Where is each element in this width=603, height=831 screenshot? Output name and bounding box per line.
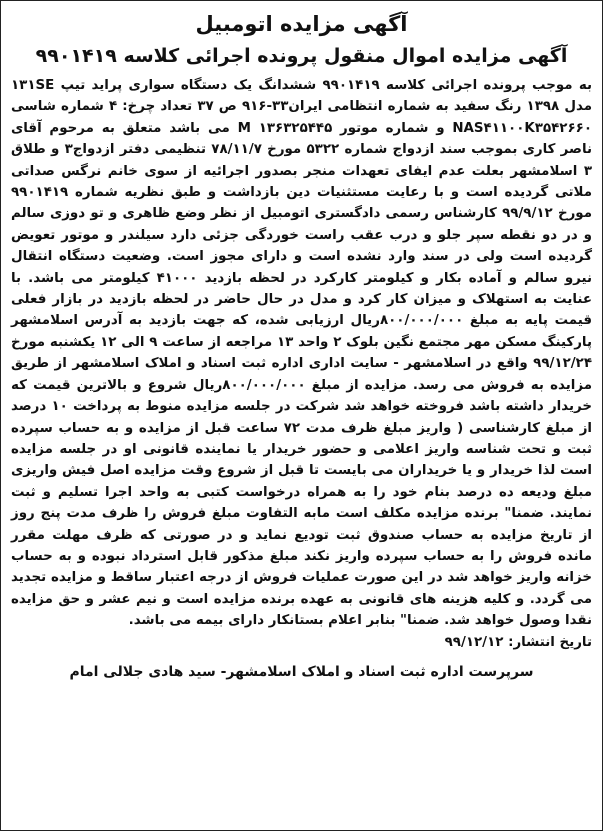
notice-title: آگهی مزایده اتومبیل [195,12,408,36]
notice-subtitle: آگهی مزایده اموال منقول پرونده اجرائی کلاسه ۹۹۰۱۴۱۹ [35,45,568,67]
notice-signature: سرپرست اداره ثبت اسناد و املاک اسلامشهر- سید هادی جلالی امام [69,663,534,680]
notice-body: به موجب پرونده اجرائی کلاسه ۹۹۰۱۴۱۹ ششدانگ یک دستگاه سواری پراید تیپ ۱۳۱SE مدل ۱۳۹۸ رنگ سفید به شماره انتظامی ایران۳۳-۹۱۶ ص ۳۷ تعداد چرخ: ۴ شماره شاسی NAS۴۱۱۰۰K۳۵۴۲۶۶۰ و شماره موتور M ۱۳۶۳۲۵۴۴۵ می باشد متعلق به مرحوم آقای ناصر کاری بموجب سند ازدواج شماره ۵۳۲۲ مورخ ۷۸/۱۱/۷ تنظیمی دفتر ازدواج۳ و طلاق ۳ اسلامشهر بعلت عدم ایفای تعهدات منجر بصدور اجرائیه از سوی خانم نرگس صداتی ملاتی گردیده است و با رعایت مستثنیات دین بازداشت و طبق نظریه شماره ۹۹۰۱۴۱۹ مورخ ۹۹/۹/۱۲ کارشناس رسمی دادگستری اتومبیل از نظر وضع ظاهری و تو دوزی سالم و در دو نقطه سپر جلو و درب عقب راست خوردگی جزئی دارد سیلندر و موتور تعویض گردیده است ولی در سند وارد نشده است و دارای مجوز است. وضعیت دستگاه انتقال نیرو سالم و آماده بکار و کیلومتر کارکرد در لحظه بازدید ۴۱۰۰۰ کیلومتر می باشد. با عنایت به استهلاک و میزان کار کرد و مدل در حال حاضر در لحظه بازدید در بازار فعلی قیمت پایه به مبلغ ۸۰۰/۰۰۰/۰۰۰ریال ارزیابی شده، که جهت بازدید به آدرس اسلامشهر پارکینگ مسکن مهر مجتمع نگین بلوک ۲ واحد ۱۳ مراجعه از ساعت ۹ الی ۱۲ یکشنبه مورخ ۹۹/۱۲/۲۴ واقع در اسلامشهر - سایت اداری اداره ثبت اسناد و املاک اسلامشهر از طریق مزایده به فروش می رسد. مزایده از مبلغ ۸۰۰/۰۰۰/۰۰۰ریال شروع و بالاترین قیمت که خریدار داشته باشد فروخته خواهد شد شرکت در جلسه مزایده منوط به پرداخت ۱۰ درصد از مبلغ کارشناسی ( واریز مبلغ ظرف مدت ۷۲ ساعت قبل از مزایده و به حساب سپرده ثبت و تحت شناسه واریز اعلامی و حضور خریدار یا نماینده قانونی او در جلسه مزایده است لذا خریدار و یا خریداران می بایست تا قبل از شروع وقت مزایده اصل فیش واریزی مبلغ ودیعه ده درصد بنام خود را به همراه درخواست کتبی به واحد اجرا تسلیم و ثبت نمایند. ضمنا" برنده مزایده مکلف است مابه التفاوت مبلغ فروش را ظرف مدت پنج روز از تاریخ مزایده به حساب صندوق ثبت تودیع نماید و در صورتی که ظرف مهلت مقرر مانده فروش را به حساب سپرده واریز نکند مبلغ مذکور قابل استرداد نبوده و به حساب خزانه واریز خواهد شد در این صورت عملیات فروش از درجه اعتبار ساقط و مزایده تجدید می گردد. و کلیه هزینه های قانونی به عهده برنده مزایده است و نیم عشر و حق مزایده نقدا وصول خواهد شد. ضمنا" بنابر اعلام بستانکار دارای بیمه می باشد. [11,78,593,629]
publish-date: تاریخ انتشار: ۹۹/۱۲/۱۲ [444,634,592,650]
